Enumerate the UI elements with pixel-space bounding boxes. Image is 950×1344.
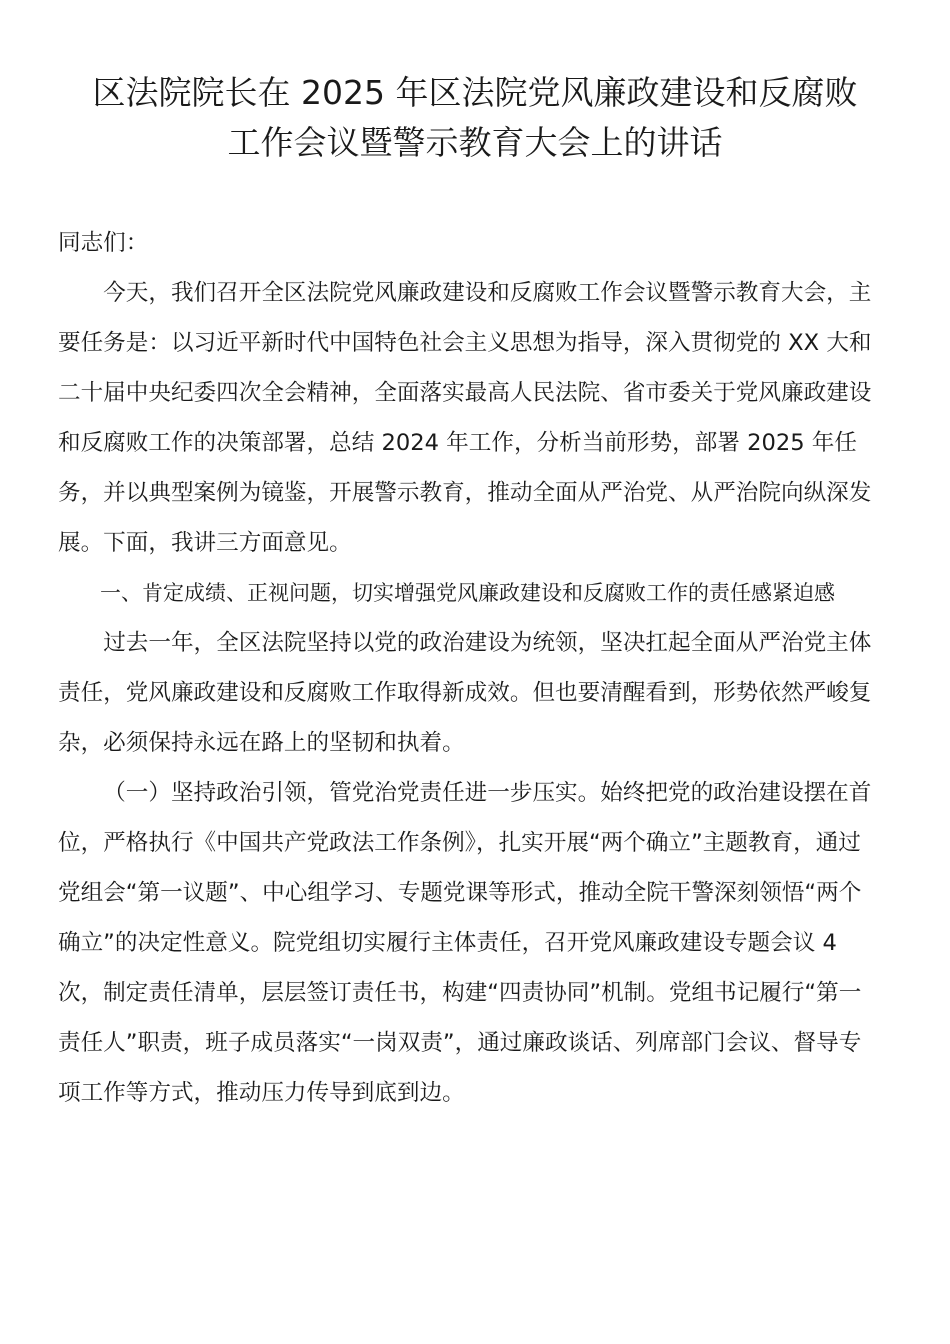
title-line-2: 工作会议暨警示教育大会上的讲话 [227, 123, 723, 162]
paragraph-intro: 今天，我们召开全区法院党风廉政建设和反腐败工作会议暨警示教育大会，主要任务是：以习近平新时代中国特色社会主义思想为指导，深入贯彻党的 XX 大和二十届中央纪委四次全会精神，全面落实最高人民法院、省市委关于党风廉政建设和反腐败工作的决策部署，总结 2024 年工作，分析当前形势，部署 2025 年任务，并以典型案例为镜鉴，开展警示教育，推动全面从严治党、从严治院向纵深发展。下面，我讲三方面意见。 [58, 280, 872, 556]
paragraph-review: 过去一年，全区法院坚持以党的政治建设为统领，坚决扛起全面从严治党主体责任，党风廉政建设和反腐败工作取得新成效。但也要清醒看到，形势依然严峻复杂，必须保持永远在路上的坚韧和执着。 [58, 630, 872, 756]
section-heading-1: 一、肯定成绩、正视问题，切实增强党风廉政建设和反腐败工作的责任感紧迫感 [100, 581, 835, 605]
salutation: 同志们： [58, 230, 149, 256]
title-line-1: 区法院院长在 2025 年区法院党风廉政建设和反腐败 [92, 73, 858, 112]
document-body [58, 218, 878, 1118]
paragraph-subsection-1: （一）坚持政治引领，管党治党责任进一步压实。始终把党的政治建设摆在首位，严格执行《中国共产党政法工作条例》，扎实开展“两个确立”主题教育，通过党组会“第一议题”、中心组学习、专题党课等形式，推动全院干警深刻领悟“两个确立”的决定性意义。院党组切实履行主体责任，召开党风廉政建设专题会议 4 次，制定责任清单，层层签订责任书，构建“四责协同”机制。党组书记履行“第一责任人”职责，班子成员落实“一岗双责”，通过廉政谈话、列席部门会议、督导专项工作等方式，推动压力传导到底到边。 [58, 780, 872, 1106]
document-title [60, 68, 890, 168]
